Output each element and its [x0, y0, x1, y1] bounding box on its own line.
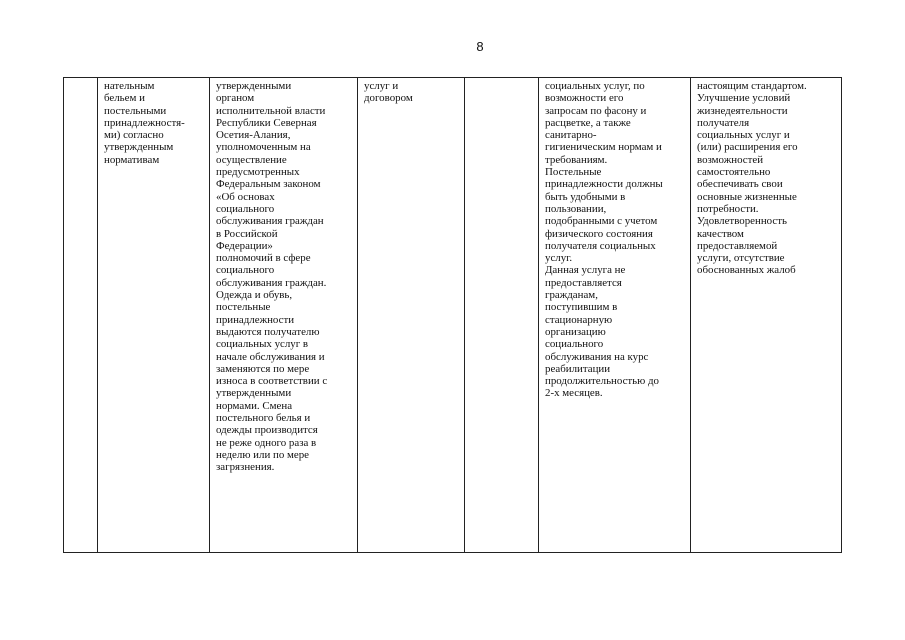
cell-text-line: социального [216, 202, 275, 215]
table-row [64, 78, 842, 553]
cell-text-line: не реже одного раза в [216, 436, 317, 449]
cell-text-line: заменяются по мере [216, 362, 310, 375]
cell-text-line: потребности. [697, 202, 759, 215]
cell-text-line: реабилитации [545, 362, 611, 375]
cell-text-line: износа в соответствии с [216, 375, 328, 388]
cell-text-line: продолжительностью до [545, 375, 659, 388]
cell-text-line: постельными [104, 104, 167, 117]
cell-text-line: настоящим стандартом. [697, 80, 807, 92]
cell-text-line: Постельные [545, 166, 602, 179]
cell-text-line: обоснованных жалоб [697, 264, 796, 277]
table-cell-6 [539, 78, 691, 553]
cell-text-line: Одежда и обувь, [216, 289, 293, 302]
cell-text-line: полномочий в сфере [216, 252, 311, 265]
cell-text-line: выдаются получателю [216, 325, 320, 338]
cell-text-line: нормами. Смена [216, 399, 293, 412]
table-cell-5 [465, 78, 539, 553]
cell-text-line: неделю или по мере [216, 448, 310, 461]
table-cell-4 [358, 78, 465, 553]
cell-text-line: «Об основах [216, 190, 275, 203]
standards-table [63, 77, 842, 553]
cell-text-line: принадлежностя- [104, 116, 185, 129]
cell-text-line: обеспечивать свои [697, 178, 783, 191]
cell-text-line: обслуживания граждан. [216, 276, 327, 289]
cell-text-line: органом [216, 92, 255, 105]
cell-text-line: стационарную [545, 313, 613, 326]
cell-text-line: получателя [697, 116, 750, 129]
cell-text-line: жизнедеятельности [697, 104, 788, 117]
cell-text-line: запросам по фасону и [545, 104, 647, 117]
cell-text-line: расцветке, а также [545, 116, 631, 129]
cell-text-line: возможности его [545, 92, 624, 105]
table-cell-1 [64, 78, 98, 553]
cell-text-line: социальных услуг в [216, 338, 309, 351]
cell-text-line: договором [364, 92, 413, 105]
cell-text-line: нормативам [104, 153, 160, 166]
cell-text-line: утвержденными [216, 387, 292, 400]
cell-text-line: услуг и [364, 80, 399, 92]
cell-text-line: гражданам, [545, 289, 598, 302]
cell-text-line: уполномоченным на [216, 141, 311, 154]
cell-text-line: Данная услуга не [545, 264, 626, 277]
table-cell-2 [98, 78, 210, 553]
cell-text-line: санитарно- [545, 129, 597, 142]
cell-text-line: поступившим в [545, 301, 618, 314]
cell-text-line: основные жизненные [697, 190, 797, 203]
cell-text-line: предусмотренных [216, 166, 300, 179]
cell-text-line: получателя социальных [545, 239, 656, 252]
cell-text-line: услуг. [545, 252, 573, 265]
cell-text-line: начале обслуживания и [216, 350, 325, 363]
page-number: 8 [476, 39, 484, 54]
cell-text-line: предоставляемой [697, 239, 778, 252]
cell-text-line: быть удобными в [545, 190, 626, 203]
cell-text-line: социальных услуг и [697, 129, 790, 142]
cell-text-line: постельные [216, 301, 271, 314]
cell-text-line: 2-х месяцев. [545, 387, 603, 400]
cell-text-line: физического состояния [545, 227, 653, 240]
cell-text-line: постельного белья и [216, 412, 311, 425]
cell-text-line: социального [216, 264, 275, 277]
cell-text-line: Федеральным законом [216, 178, 321, 191]
cell-text-line: Удовлетворенность [697, 215, 787, 228]
cell-text-line: услуги, отсутствие [697, 252, 785, 265]
cell-text-line: предоставляется [545, 276, 622, 289]
cell-text-line: принадлежности [216, 313, 295, 326]
table-cell-3 [210, 78, 358, 553]
cell-text-line: одежды производится [216, 424, 318, 437]
cell-text-line: бельем и [104, 92, 145, 105]
cell-text-line: обслуживания на курс [545, 350, 649, 363]
cell-text-line: исполнительной власти [216, 104, 326, 117]
cell-text-line: пользовании, [545, 202, 607, 215]
cell-text-line: социальных услуг, по [545, 80, 645, 92]
cell-text-line: социального [545, 338, 604, 351]
cell-text-line: качеством [697, 227, 744, 240]
cell-text-line: возможностей [697, 153, 764, 166]
cell-text-line: осуществление [216, 153, 287, 166]
cell-text-line: требованиям. [545, 153, 608, 166]
cell-text-line: Республики Северная [216, 116, 317, 129]
table-cell-7 [691, 78, 842, 553]
cell-text-line: гигиеническим нормам и [545, 141, 662, 154]
cell-text-line: Улучшение условий [697, 92, 791, 105]
cell-text-line: Осетия-Алания, [216, 129, 291, 142]
cell-text-line: самостоятельно [697, 166, 771, 179]
cell-text-line: загрязнения. [216, 461, 275, 474]
cell-text-line: утвержденными [216, 80, 292, 92]
cell-text-line: ми) согласно [104, 129, 164, 142]
cell-text-line: (или) расширения его [697, 141, 798, 154]
cell-text-line: в Российской [216, 227, 278, 240]
cell-text-line: утвержденным [104, 141, 174, 154]
cell-text-line: обслуживания граждан [216, 215, 324, 228]
cell-text-line: организацию [545, 325, 606, 338]
cell-text-line: Федерации» [216, 239, 273, 252]
cell-text-line: подобранными с учетом [545, 215, 658, 228]
cell-text-line: принадлежности должны [545, 178, 663, 191]
cell-text-line: нательным [104, 80, 155, 92]
